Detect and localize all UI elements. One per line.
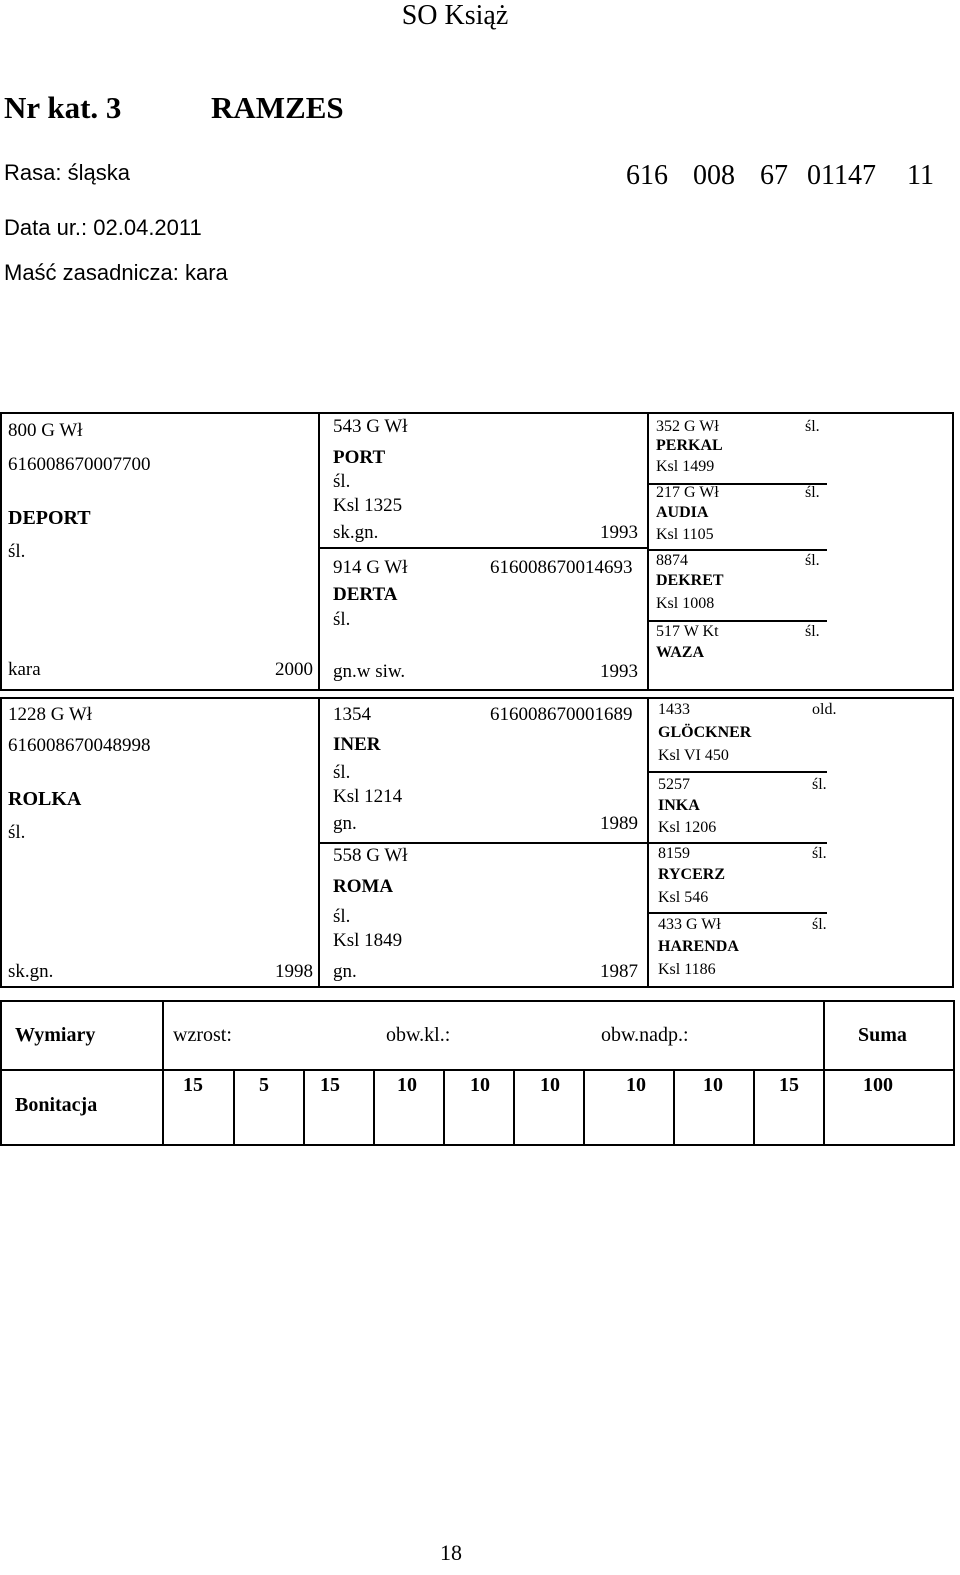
gp-color: gn.w siw. — [333, 661, 406, 682]
sire-year: 2000 — [275, 659, 313, 680]
gp-year: 1993 — [600, 522, 638, 543]
page-title: SO Książ — [401, 0, 509, 31]
dam-breed: śl. — [8, 822, 26, 843]
ggp-breed: śl. — [805, 484, 820, 501]
page-number: 18 — [440, 1540, 462, 1565]
ggp-book: Ksl VI 450 — [658, 747, 729, 764]
divider — [0, 1069, 955, 1071]
ggp-name: GLÖCKNER — [658, 724, 752, 741]
score-cell: 10 — [397, 1074, 417, 1096]
gp-color: gn. — [333, 813, 357, 834]
coat-line: Maść zasadnicza: kara — [4, 260, 228, 285]
id-part: 67 — [760, 160, 788, 191]
score-cell: 10 — [540, 1074, 560, 1096]
birth-date-line: Data ur.: 02.04.2011 — [4, 215, 202, 240]
divider — [318, 842, 647, 844]
ggp-breed: śl. — [805, 623, 820, 640]
divider — [162, 1000, 164, 1146]
gp-id: 616008670014693 — [490, 557, 633, 578]
cannon-label: obw.nadp.: — [601, 1024, 689, 1046]
divider — [647, 842, 827, 844]
bonitation-label: Bonitacja — [15, 1094, 98, 1116]
divider — [443, 1069, 445, 1146]
score-cell: 10 — [626, 1074, 646, 1096]
ggp-reg: 517 W Kt — [656, 623, 719, 640]
ggp-name: RYCERZ — [658, 866, 725, 883]
ggp-book: Ksl 1206 — [658, 819, 717, 836]
height-label: wzrost: — [173, 1024, 232, 1046]
ggp-reg: 1433 — [658, 701, 690, 718]
sire-color: kara — [8, 659, 41, 680]
score-cell: 15 — [183, 1074, 203, 1096]
horse-name: RAMZES — [211, 90, 344, 125]
evaluation-table — [0, 1000, 955, 1146]
gp-book: Ksl 1214 — [333, 786, 403, 807]
ggp-reg: 433 G Wł — [658, 916, 721, 933]
gp-breed: śl. — [333, 762, 351, 783]
ggp-name: DEKRET — [656, 572, 724, 589]
gp-breed: śl. — [333, 609, 351, 630]
gp-reg: 1354 — [333, 704, 371, 725]
dam-id: 616008670048998 — [8, 735, 151, 756]
score-total: 100 — [863, 1074, 893, 1096]
gp-name: INER — [333, 734, 381, 755]
divider — [673, 1069, 675, 1146]
sire-name: DEPORT — [8, 507, 91, 529]
divider — [303, 1069, 305, 1146]
dam-color: sk.gn. — [8, 961, 54, 982]
divider — [513, 1069, 515, 1146]
divider — [823, 1000, 825, 1146]
gp-name: DERTA — [333, 584, 398, 605]
sire-id: 616008670007700 — [8, 454, 151, 475]
divider — [318, 412, 320, 691]
id-part: 01147 — [807, 160, 876, 191]
gp-breed: śl. — [333, 471, 351, 492]
id-part: 008 — [693, 160, 735, 191]
dam-name: ROLKA — [8, 788, 82, 810]
ggp-name: INKA — [658, 797, 700, 814]
score-cell: 15 — [320, 1074, 340, 1096]
ggp-book: Ksl 546 — [658, 889, 709, 906]
gp-color: sk.gn. — [333, 522, 379, 543]
ggp-book: Ksl 1008 — [656, 595, 715, 612]
ggp-reg: 8159 — [658, 845, 690, 862]
ggp-book: Ksl 1105 — [656, 526, 714, 543]
catalog-number: Nr kat. 3 — [4, 90, 122, 125]
ggp-name: PERKAL — [656, 437, 723, 454]
id-part: 11 — [907, 160, 934, 191]
divider — [647, 620, 827, 622]
ggp-name: HARENDA — [658, 938, 739, 955]
divider — [753, 1069, 755, 1146]
gp-year: 1987 — [600, 961, 638, 982]
gp-book: Ksl 1849 — [333, 930, 403, 951]
ggp-breed: śl. — [812, 845, 827, 862]
gp-name: PORT — [333, 447, 386, 468]
gp-year: 1993 — [600, 661, 638, 682]
gp-year: 1989 — [600, 813, 638, 834]
id-part: 616 — [626, 160, 668, 191]
divider — [647, 549, 827, 551]
gp-name: ROMA — [333, 876, 394, 897]
score-cell: 10 — [703, 1074, 723, 1096]
ggp-breed: śl. — [805, 552, 820, 569]
gp-reg: 914 G Wł — [333, 557, 408, 578]
gp-breed: śl. — [333, 906, 351, 927]
score-cell: 10 — [470, 1074, 490, 1096]
score-cell: 15 — [779, 1074, 799, 1096]
ggp-breed: śl. — [812, 776, 827, 793]
ggp-breed: old. — [812, 701, 837, 718]
ggp-reg: 352 G Wł — [656, 418, 719, 435]
divider — [583, 1069, 585, 1146]
measures-label: Wymiary — [15, 1024, 96, 1046]
ggp-name: AUDIA — [656, 504, 709, 521]
divider — [373, 1069, 375, 1146]
dam-year: 1998 — [275, 961, 313, 982]
divider — [647, 771, 827, 773]
ggp-book: Ksl 1499 — [656, 458, 715, 475]
score-cell: 5 — [259, 1074, 269, 1096]
sum-label: Suma — [858, 1024, 907, 1046]
gp-id: 616008670001689 — [490, 704, 633, 725]
ggp-reg: 5257 — [658, 776, 690, 793]
ggp-breed: śl. — [805, 418, 820, 435]
ggp-reg: 217 G Wł — [656, 484, 719, 501]
dam-reg: 1228 G Wł — [8, 704, 93, 725]
divider — [647, 412, 649, 691]
sire-breed: śl. — [8, 541, 26, 562]
divider — [647, 912, 827, 914]
ggp-reg: 8874 — [656, 552, 688, 569]
gp-color: gn. — [333, 961, 357, 982]
chest-label: obw.kl.: — [386, 1024, 451, 1046]
divider — [318, 547, 647, 549]
breed-line: Rasa: śląska — [4, 160, 130, 185]
sire-reg: 800 G Wł — [8, 420, 83, 441]
ggp-name: WAZA — [656, 644, 705, 661]
ggp-book: Ksl 1186 — [658, 961, 716, 978]
gp-reg: 558 G Wł — [333, 845, 408, 866]
divider — [233, 1069, 235, 1146]
gp-reg: 543 G Wł — [333, 416, 408, 437]
ggp-breed: śl. — [812, 916, 827, 933]
gp-book: Ksl 1325 — [333, 495, 403, 516]
